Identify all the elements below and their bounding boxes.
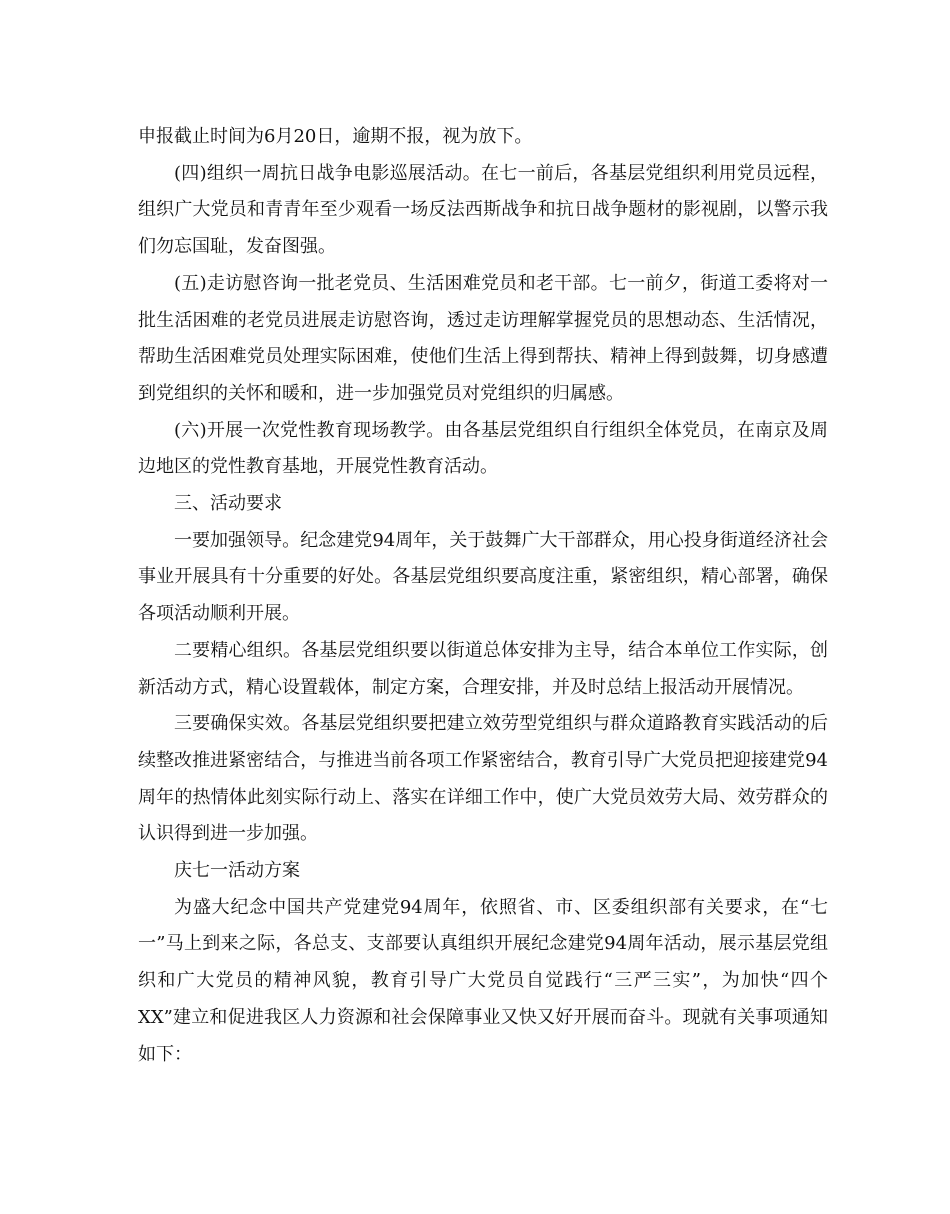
paragraph-requirement-2: 二要精心组织。各基层党组织要以街道总体安排为主导，结合本单位工作实际，创新活动方式，精心设置载体，制定方案，合理安排，并及时总结上报活动开展情况。 <box>138 639 828 698</box>
paragraph-deadline: 申报截止时间为6月20日，逾期不报，视为放下。 <box>138 126 533 147</box>
paragraph-item-5: (五)走访慰咨询一批老党员、生活困难党员和老干部。七一前夕，街道工委将对一批生活困难的老党员进展走访慰咨询，透过走访理解掌握党员的思想动态、生活情况，帮助生活困难党员处理实际困难，使他们生活上得到帮扶、精神上得到鼓舞，切身感遭到党组织的关怀和暖和，进一步加强党员对党组织的归属感。 <box>138 272 828 404</box>
document-body <box>138 119 828 1073</box>
paragraph-requirement-1: 一要加强领导。纪念建党94周年，关于鼓舞广大干部群众，用心投身街道经济社会事业开展具有十分重要的好处。各基层党组织要高度注重，紧密组织，精心部署，确保各项活动顺利开展。 <box>138 529 828 625</box>
paragraph-item-4: (四)组织一周抗日战争电影巡展活动。在七一前后，各基层党组织利用党员远程，组织广大党员和青青年至少观看一场反法西斯战争和抗日战争题材的影视剧，以警示我们勿忘国耻，发奋图强。 <box>138 162 828 258</box>
paragraph-item-6: (六)开展一次党性教育现场教学。由各基层党组织自行组织全体党员，在南京及周边地区的党性教育基地，开展党性教育活动。 <box>138 419 828 478</box>
document-subtitle: 庆七一活动方案 <box>174 860 300 882</box>
paragraph-introduction: 为盛大纪念中国共产党建党94周年，依照省、市、区委组织部有关要求，在“七一”马上到来之际，各总支、支部要认真组织开展纪念建党94周年活动，展示基层党组织和广大党员的精神风貌，教育引导广大党员自觉践行“三严三实”，为加快“四个XX”建立和促进我区人力资源和社会保障事业又快又好开展而奋斗。现就有关事项通知如下： <box>138 896 828 1065</box>
section-heading-requirements: 三、活动要求 <box>174 493 282 515</box>
paragraph-requirement-3: 三要确保实效。各基层党组织要把建立效劳型党组织与群众道路教育实践活动的后续整改推进紧密结合，与推进当前各项工作紧密结合，教育引导广大党员把迎接建党94周年的热情体此刻实际行动上、落实在详细工作中，使广大党员效劳大局、效劳群众的认识得到进一步加强。 <box>138 713 828 845</box>
